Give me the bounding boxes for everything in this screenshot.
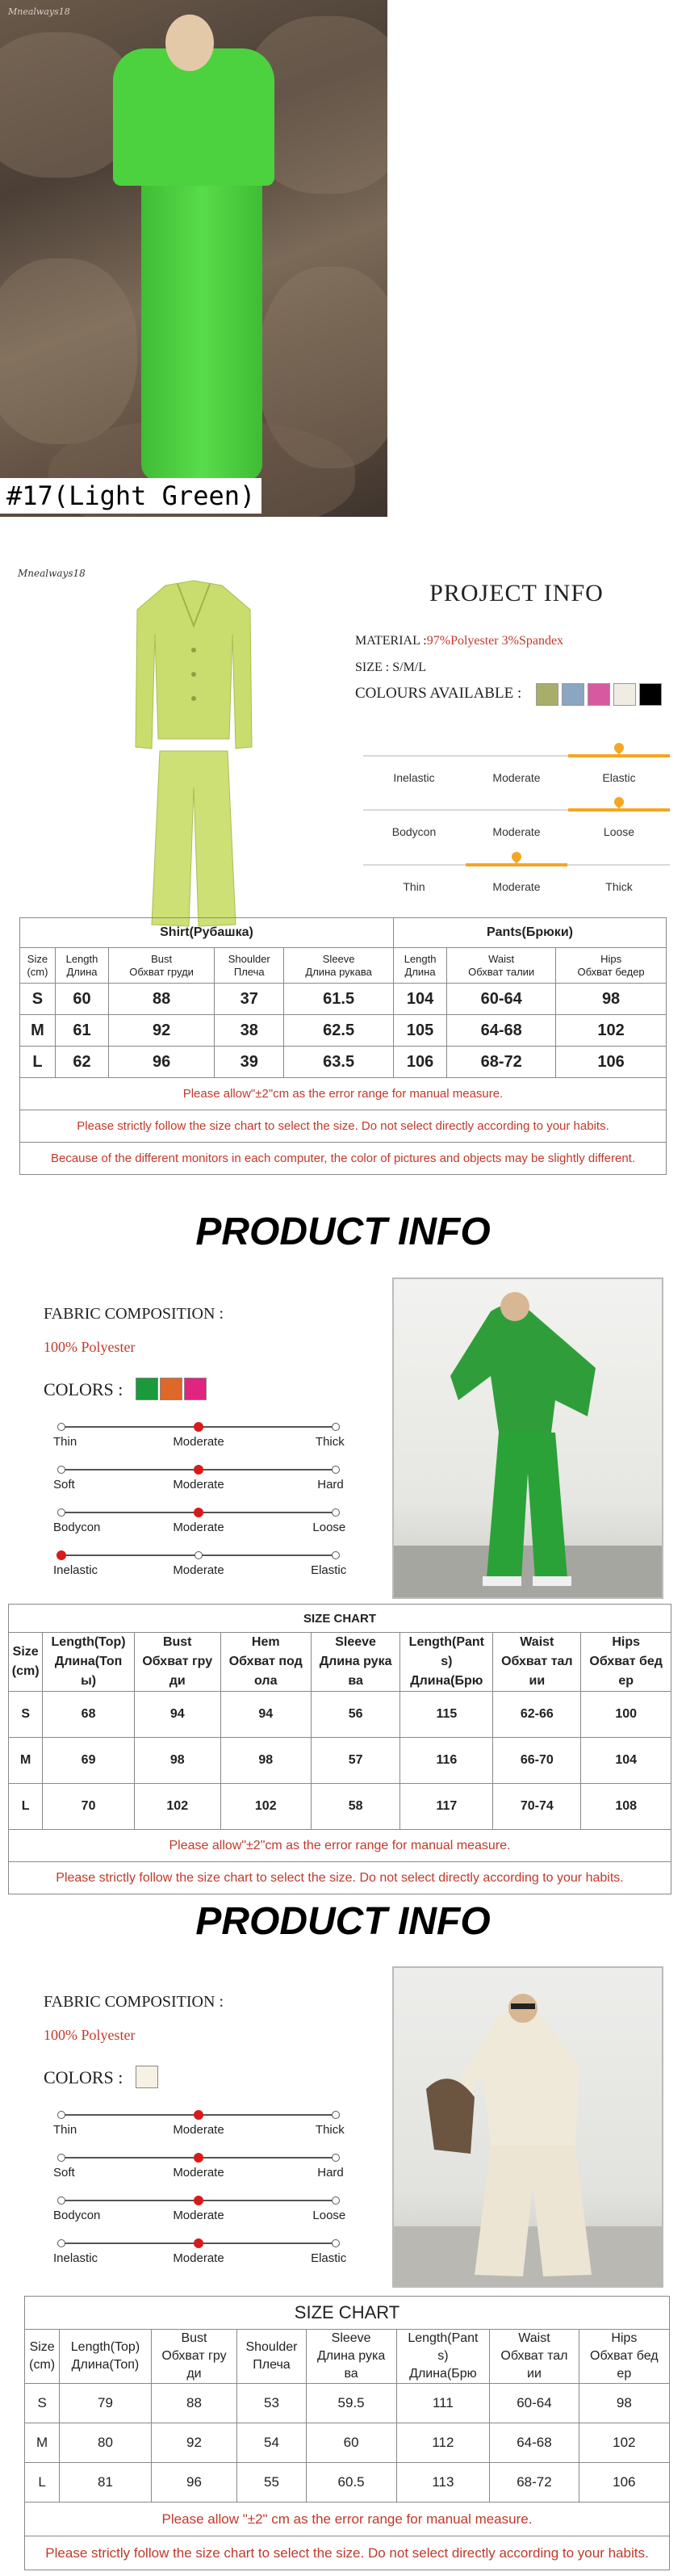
scale-label: Moderate (173, 2123, 224, 2137)
color-swatch (136, 1378, 158, 1400)
table-note: Please allow "±2" cm as the error range for manual measure. (24, 2503, 670, 2536)
table-header-row (20, 948, 667, 984)
column-header: Waist Обхват талии (447, 948, 556, 984)
column-header: Length Длина (55, 948, 108, 984)
table-cell: 54 (237, 2423, 306, 2463)
table-cell: 64-68 (447, 1015, 556, 1047)
column-header: Length(Pant s) Длина(Брю (400, 1633, 493, 1692)
scale-label: Soft (53, 1478, 75, 1491)
color-swatch (136, 2066, 158, 2088)
column-header: Waist Обхват тал ии (490, 2330, 579, 2384)
table-cell: S (9, 1692, 43, 1738)
scale-dot (332, 2196, 340, 2205)
table-cell: 98 (556, 984, 667, 1015)
scale-label: Moderate (492, 771, 541, 784)
table-cell: 60 (306, 2423, 396, 2463)
table-cell: 57 (311, 1738, 400, 1784)
column-header: Size (cm) (25, 2330, 60, 2384)
scale-dot (57, 2111, 65, 2119)
scale-highlight (568, 808, 670, 812)
scale-label: Moderate (492, 880, 541, 893)
product-info-title-2: PRODUCT INFO (195, 1900, 491, 1943)
table-cell: 62-66 (493, 1692, 581, 1738)
table-cell: 68 (43, 1692, 134, 1738)
table-cell: 100 (581, 1692, 671, 1738)
column-header: Shoulder Плеча (237, 2330, 306, 2384)
scale-label: Inelastic (53, 1563, 98, 1577)
table-cell: 70 (43, 1784, 134, 1830)
table-row (25, 2384, 670, 2423)
column-header: Hem Обхват под ола (220, 1633, 311, 1692)
column-header: Waist Обхват тал ии (493, 1633, 581, 1692)
size-table-beige (24, 2296, 670, 2503)
column-header: Size (cm) (9, 1633, 43, 1692)
colors-label: COLORS : (44, 1379, 123, 1399)
table-cell: 111 (396, 2384, 490, 2423)
table-cell: 39 (215, 1047, 284, 1078)
table-row (20, 1047, 667, 1078)
scale-label: Inelastic (53, 2251, 98, 2265)
scale-label: Hard (317, 1478, 344, 1491)
table-cell: 117 (400, 1784, 493, 1830)
fit-scale (53, 1466, 344, 1503)
table-cell: 38 (215, 1015, 284, 1047)
fabric-composition-label-2: FABRIC COMPOSITION : (44, 1993, 224, 2011)
scale-dot (194, 2153, 203, 2163)
scale-label: Elastic (602, 771, 636, 784)
fabric-composition-value-2: 100% Polyester (44, 2027, 136, 2043)
table-cell: L (25, 2463, 60, 2503)
table-cell: M (9, 1738, 43, 1784)
scale-dot (332, 1466, 340, 1474)
colour-swatch (536, 683, 558, 706)
column-header: Length(Top) Длина(Топ) (60, 2330, 151, 2384)
scale-label: Moderate (173, 1478, 224, 1491)
table-cell: 79 (60, 2384, 151, 2423)
table-row (9, 1738, 671, 1784)
scale-label: Loose (603, 825, 635, 838)
colour-swatch (562, 683, 584, 706)
fit-scale (53, 1551, 347, 1588)
table-row (20, 984, 667, 1015)
table-cell: S (25, 2384, 60, 2423)
table-cell: 63.5 (284, 1047, 394, 1078)
scale-label: Loose (312, 2209, 346, 2222)
column-header: Hips Обхват бед ер (579, 2330, 669, 2384)
pants-header: Pants(Брюки) (393, 918, 666, 948)
table-cell: 102 (556, 1015, 667, 1047)
scale-label: Moderate (492, 825, 541, 838)
column-header: Bust Обхват груди (109, 948, 215, 984)
scale-label: Thin (53, 2123, 77, 2137)
table-cell: 60.5 (306, 2463, 396, 2503)
scale-dot (57, 1423, 65, 1431)
table-cell: 88 (151, 2384, 237, 2423)
colour-swatch (588, 683, 610, 706)
fit-scale (53, 1423, 345, 1460)
table-cell: L (20, 1047, 56, 1078)
table-cell: 116 (400, 1738, 493, 1784)
table-cell: 112 (396, 2423, 490, 2463)
scale-label: Moderate (173, 2251, 224, 2265)
table-note: Please strictly follow the size chart to select the size. Do not select directly according to your habits. (24, 2536, 670, 2570)
table-note: Please strictly follow the size chart to select the size. Do not select directly according to your habits. (19, 1110, 667, 1143)
table-cell: 98 (220, 1738, 311, 1784)
table-cell: L (9, 1784, 43, 1830)
table-cell: 106 (393, 1047, 446, 1078)
scale-label: Moderate (173, 2209, 224, 2222)
material-line (355, 634, 563, 648)
scale-dot (332, 2239, 340, 2247)
brand-logo: Mnealways18 (18, 568, 86, 579)
scale-label: Thin (403, 880, 425, 893)
fabric-composition-label: FABRIC COMPOSITION : (44, 1305, 224, 1323)
fabric-composition-value: 100% Polyester (44, 1339, 136, 1355)
scale-dot (332, 1551, 340, 1559)
scale-label: Moderate (173, 1563, 224, 1577)
scale-dot (57, 2196, 65, 2205)
table-cell: 64-68 (490, 2423, 579, 2463)
scale-dot (56, 1550, 66, 1560)
scale-label: Hard (317, 2166, 344, 2180)
column-header: Length(Top) Длина(Топ ы) (43, 1633, 134, 1692)
color-swatch (184, 1378, 207, 1400)
table-cell: 105 (393, 1015, 446, 1047)
scale-label: Thick (315, 2123, 345, 2137)
scale-dot (57, 2239, 65, 2247)
table-cell: 94 (220, 1692, 311, 1738)
table-cell: 92 (109, 1015, 215, 1047)
table-cell: 98 (579, 2384, 669, 2423)
table-cell: 108 (581, 1784, 671, 1830)
scale-dot (332, 1508, 340, 1517)
size-line: SIZE : S/M/L (355, 661, 427, 674)
product-info-title: PRODUCT INFO (195, 1210, 491, 1253)
table-cell: 106 (579, 2463, 669, 2503)
size-chart-title-2: SIZE CHART (25, 2297, 670, 2330)
column-header: Sleeve Длина рукава (284, 948, 394, 984)
watermark: Mnealways18 (8, 6, 70, 17)
scale-dot (194, 1422, 203, 1432)
model-head (165, 15, 214, 71)
scale-highlight (568, 754, 670, 757)
table-cell: 66-70 (493, 1738, 581, 1784)
table-cell: 56 (311, 1692, 400, 1738)
colours-available-label: COLOURS AVAILABLE : (355, 685, 522, 702)
scale-dot (57, 2154, 65, 2162)
beige-model-photo (392, 1966, 663, 2288)
scale-dot (332, 1423, 340, 1431)
green-model-photo (392, 1278, 663, 1599)
scale-dot (194, 2196, 203, 2205)
scale-dot (57, 1508, 65, 1517)
fit-scale (53, 2154, 344, 2191)
table-row (9, 1784, 671, 1830)
scale-label: Moderate (173, 1435, 224, 1449)
table-header-row (9, 1633, 671, 1692)
table-cell: S (20, 984, 56, 1015)
table-cell: 69 (43, 1738, 134, 1784)
scale-dot (194, 2110, 203, 2120)
table-cell: 62 (55, 1047, 108, 1078)
column-header: Bust Обхват гру ди (134, 1633, 220, 1692)
scale-dot (57, 1466, 65, 1474)
material-label: MATERIAL : (355, 634, 427, 648)
table-cell: 59.5 (306, 2384, 396, 2423)
table-cell: 80 (60, 2423, 151, 2463)
scale-label: Elastic (311, 2251, 347, 2265)
scale-label: Bodycon (391, 825, 437, 838)
table-cell: 88 (109, 984, 215, 1015)
column-header: Hips Обхват бед ер (581, 1633, 671, 1692)
table-cell: 60 (55, 984, 108, 1015)
table-cell: 102 (579, 2423, 669, 2463)
column-header: Length Длина (393, 948, 446, 984)
table-row (25, 2423, 670, 2463)
colour-swatch (639, 683, 662, 706)
column-header: Length(Pant s) Длина(Брю (396, 2330, 490, 2384)
material-value: 97%Polyester 3%Spandex (426, 634, 564, 648)
scale-label: Thin (53, 1435, 77, 1449)
table-cell: 68-72 (490, 2463, 579, 2503)
table-row (25, 2463, 670, 2503)
scale-dot (332, 2111, 340, 2119)
fit-scale (53, 2111, 345, 2148)
table-note: Please strictly follow the size chart to select the size. Do not select directly according to your habits. (8, 1862, 671, 1894)
table-cell: 98 (134, 1738, 220, 1784)
table-cell: 115 (400, 1692, 493, 1738)
table-cell: 55 (237, 2463, 306, 2503)
column-header: Sleeve Длина рука ва (306, 2330, 396, 2384)
table-cell: M (20, 1015, 56, 1047)
table-cell: 104 (581, 1738, 671, 1784)
table-cell: 61 (55, 1015, 108, 1047)
scale-dot (332, 2154, 340, 2162)
table-cell: 61.5 (284, 984, 394, 1015)
table-cell: 96 (151, 2463, 237, 2503)
table-row (20, 1015, 667, 1047)
table-cell: 96 (109, 1047, 215, 1078)
table-cell: 102 (220, 1784, 311, 1830)
color-swatch (160, 1378, 182, 1400)
shirt-header: Shirt(Рубашка) (20, 918, 394, 948)
garment-flatlay (129, 577, 258, 933)
fit-scale (53, 2196, 346, 2234)
scale-dot (194, 1465, 203, 1475)
table-cell: 92 (151, 2423, 237, 2463)
table-cell: 102 (134, 1784, 220, 1830)
scale-marker-icon (613, 741, 626, 755)
scale-label: Bodycon (53, 1521, 101, 1534)
table-cell: 62.5 (284, 1015, 394, 1047)
scale-label: Thick (315, 1435, 345, 1449)
scale-label: Soft (53, 2166, 75, 2180)
column-header: Shoulder Плеча (215, 948, 284, 984)
table-cell: 37 (215, 984, 284, 1015)
fit-scale (53, 1508, 346, 1546)
scale-dot (194, 1508, 203, 1517)
color-caption: #17(Light Green) (0, 478, 261, 514)
scale-label: Moderate (173, 1521, 224, 1534)
table-cell: 81 (60, 2463, 151, 2503)
fit-scale (53, 2239, 347, 2276)
table-note: Please allow"±2"cm as the error range for manual measure. (8, 1830, 671, 1862)
table-note: Please allow"±2"cm as the error range for manual measure. (19, 1078, 667, 1110)
table-cell: 68-72 (447, 1047, 556, 1078)
project-info-title: PROJECT INFO (429, 580, 604, 606)
scale-label: Moderate (173, 2166, 224, 2180)
colors-label-2: COLORS : (44, 2067, 123, 2087)
scale-highlight (466, 863, 567, 866)
table-cell: 106 (556, 1047, 667, 1078)
colour-swatch (613, 683, 636, 706)
table-cell: 60-64 (490, 2384, 579, 2423)
column-header: Bust Обхват гру ди (151, 2330, 237, 2384)
scale-label: Loose (312, 1521, 346, 1534)
hero-photo (0, 0, 387, 517)
scale-label: Inelastic (393, 771, 435, 784)
table-header-row (25, 2330, 670, 2384)
table-cell: 58 (311, 1784, 400, 1830)
scale-dot (194, 2238, 203, 2248)
scale-label: Bodycon (53, 2209, 101, 2222)
size-table-green (8, 1604, 671, 1830)
model-pants (141, 174, 262, 480)
column-header: Size (cm) (20, 948, 56, 984)
table-cell: 113 (396, 2463, 490, 2503)
scale-label: Thick (605, 880, 633, 893)
scale-dot (195, 1551, 203, 1559)
size-chart-title: SIZE CHART (9, 1605, 671, 1633)
table-cell: 53 (237, 2384, 306, 2423)
table-cell: M (25, 2423, 60, 2463)
table-cell: 94 (134, 1692, 220, 1738)
size-table-two-piece (19, 917, 667, 1078)
scale-label: Elastic (311, 1563, 347, 1577)
column-header: Sleeve Длина рука ва (311, 1633, 400, 1692)
table-note: Because of the different monitors in each computer, the color of pictures and objects may be slightly different. (19, 1143, 667, 1175)
table-cell: 60-64 (447, 984, 556, 1015)
table-cell: 70-74 (493, 1784, 581, 1830)
table-cell: 104 (393, 984, 446, 1015)
table-row (9, 1692, 671, 1738)
column-header: Hips Обхват бедер (556, 948, 667, 984)
